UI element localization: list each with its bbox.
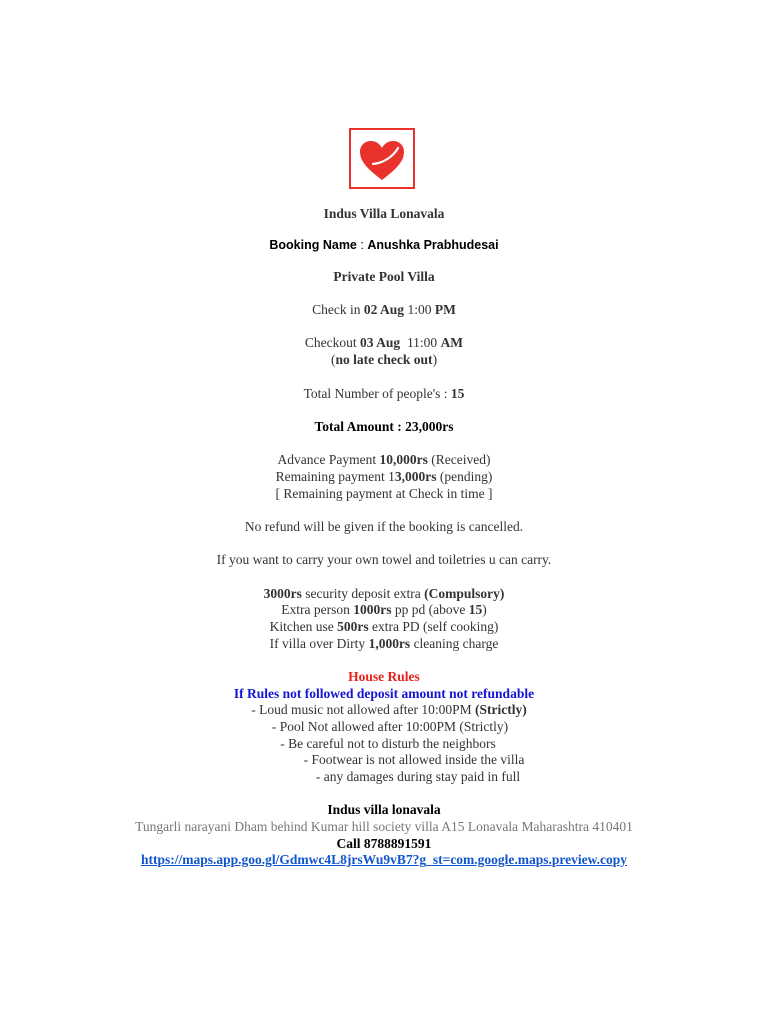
- villa-title: Indus Villa Lonavala: [323, 206, 445, 221]
- dirty-text: cleaning charge: [410, 636, 499, 651]
- checkout-ampm: AM: [440, 335, 464, 350]
- checkout-line: [0, 334, 768, 351]
- checkout-note: [0, 351, 768, 368]
- map-link[interactable]: https://maps.app.goo.gl/Gdmwc4L8jrsWu9vB7?g_st=com.google.maps.preview.copy: [140, 852, 628, 867]
- deposit-line: [0, 585, 768, 602]
- booking-name-value: Anushka Prabhudesai: [367, 238, 499, 252]
- remaining-payment-line: [0, 468, 768, 485]
- extra-count: 15: [468, 602, 483, 617]
- extra-text: pp pd (above: [391, 602, 469, 617]
- villa-address: Tungarli narayani Dham behind Kumar hill society villa A15 Lonavala Maharashtra 410401: [135, 819, 633, 834]
- refund-note: No refund will be given if the booking is cancelled.: [244, 519, 524, 534]
- map-link-line: [0, 851, 768, 868]
- remaining-payment-note: [ Remaining payment at Check in time ]: [275, 486, 493, 501]
- kitchen-prefix: Kitchen use: [269, 619, 338, 634]
- deposit-tag: (Compulsory): [424, 586, 505, 601]
- checkout-note-text: no late check out: [335, 352, 433, 367]
- footer-villa-name: Indus villa lonavala: [327, 802, 441, 817]
- rule-1-text: - Loud music not allowed after 10:00PM: [251, 702, 476, 717]
- checkout-note-close: ): [432, 352, 438, 367]
- rule-pool: - Pool Not allowed after 10:00PM (Strictly): [271, 719, 509, 734]
- checkin-time: 1:00: [404, 302, 435, 317]
- deposit-value: 3000rs: [263, 586, 302, 601]
- people-label: Total Number of people's :: [303, 386, 451, 401]
- cleaning-line: [0, 635, 768, 652]
- advance-value: 10,000rs: [379, 452, 428, 467]
- rule-loud-music: [5, 701, 768, 718]
- house-rules-heading: House Rules: [348, 669, 420, 684]
- advance-status: (Received): [427, 452, 491, 467]
- people-count: 15: [450, 386, 465, 401]
- people-line: [0, 385, 768, 402]
- booking-name-label: Booking Name: [269, 238, 357, 252]
- checkin-prefix: Check in: [312, 302, 364, 317]
- call-number[interactable]: Call 8788891591: [336, 836, 432, 851]
- brand-logo: [349, 128, 415, 189]
- extra-prefix: Extra person: [281, 602, 354, 617]
- advance-prefix: Advance Payment: [277, 452, 380, 467]
- checkout-note-open: (: [330, 352, 336, 367]
- rule-damages: - any damages during stay paid in full: [315, 769, 521, 784]
- extra-person-line: [0, 601, 768, 618]
- checkout-time: 11:00: [400, 335, 441, 350]
- remaining-value: 3,000rs: [394, 469, 437, 484]
- remaining-prefix: Remaining payment 1: [275, 469, 395, 484]
- extra-close: ): [482, 602, 487, 617]
- rule-neighbors: - Be careful not to disturb the neighbors: [280, 736, 496, 751]
- rule-1-tag: (Strictly): [475, 702, 527, 717]
- checkin-line: [0, 301, 768, 318]
- checkin-date: 02 Aug: [363, 302, 405, 317]
- dirty-prefix: If villa over Dirty: [269, 636, 369, 651]
- advance-payment-line: [0, 451, 768, 468]
- booking-name-sep: :: [356, 238, 368, 252]
- extra-value: 1000rs: [353, 602, 392, 617]
- dirty-value: 1,000rs: [368, 636, 411, 651]
- rule-footwear: - Footwear is not allowed inside the villa: [303, 752, 525, 767]
- deposit-text: security deposit extra: [301, 586, 425, 601]
- kitchen-value: 500rs: [337, 619, 369, 634]
- total-amount: Total Amount : 23,000rs: [314, 419, 454, 434]
- kitchen-text: extra PD (self cooking): [368, 619, 499, 634]
- rules-warning: If Rules not followed deposit amount not refundable: [233, 686, 535, 701]
- checkout-date: 03 Aug: [360, 335, 401, 350]
- heart-icon: [351, 130, 413, 187]
- checkout-prefix: Checkout: [304, 335, 361, 350]
- villa-type: Private Pool Villa: [333, 269, 435, 284]
- remaining-status: (pending): [436, 469, 493, 484]
- checkin-ampm: PM: [434, 302, 456, 317]
- kitchen-line: [0, 618, 768, 635]
- booking-name-line: [0, 237, 768, 254]
- towel-note: If you want to carry your own towel and toiletries u can carry.: [216, 552, 552, 567]
